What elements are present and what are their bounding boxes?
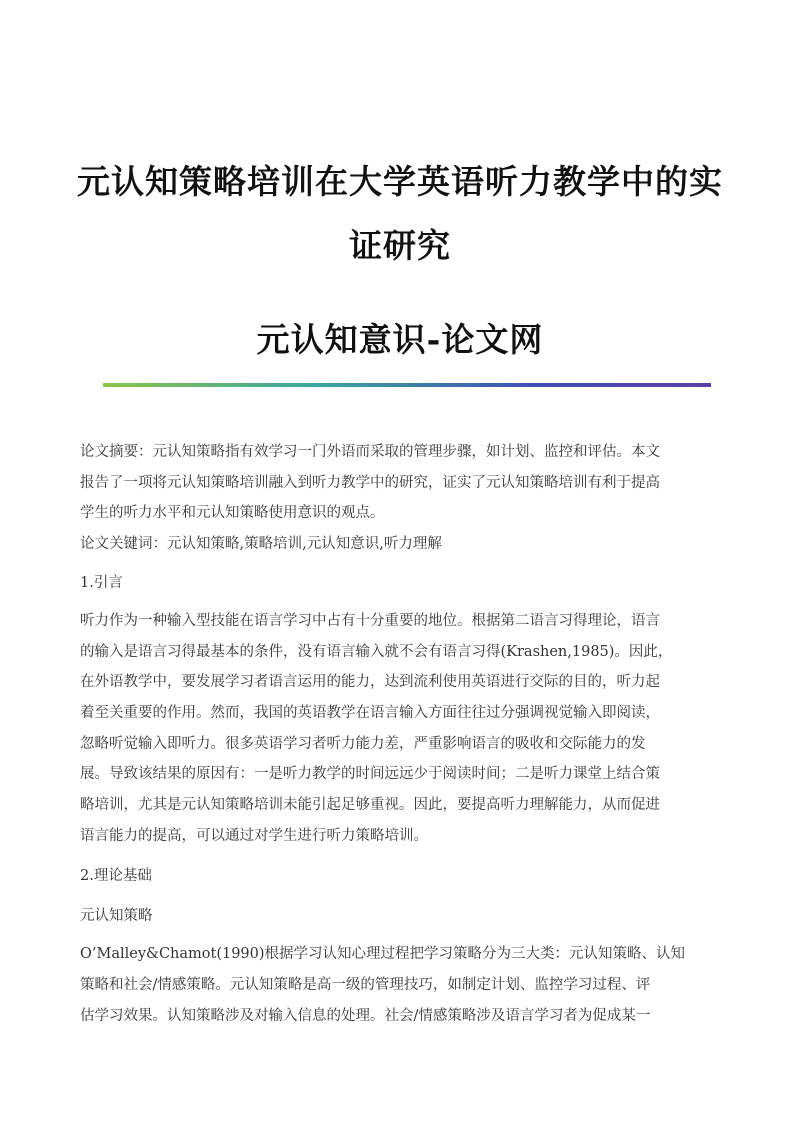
page-title-line-2: 证研究	[349, 226, 451, 265]
paragraph-line: 在外语教学中，要发展学习者语言运用的能力，达到流利使用英语进行交际的目的，听力起	[80, 674, 660, 691]
page-subtitle: 元认知意识-论文网	[256, 320, 544, 359]
paragraph-line: 语言能力的提高，可以通过对学生进行听力策略培训。	[80, 827, 428, 844]
subsection-heading-metacognitive: 元认知策略	[80, 908, 153, 925]
paragraph-line: 听力作为一种输入型技能在语言学习中占有十分重要的地位。根据第二语言习得理论，语言	[80, 612, 660, 629]
page-title-line-1: 元认知策略培训在大学英语听力教学中的实	[77, 162, 723, 201]
title-block	[60, 150, 740, 370]
gradient-divider	[103, 383, 711, 387]
section-heading-theory: 2.理论基础	[80, 868, 152, 885]
keywords-line: 论文关键词：元认知策略,策略培训,元认知意识,听力理解	[80, 536, 442, 553]
paragraph-line: 着至关重要的作用。然而，我国的英语教学在语言输入方面往往过分强调视觉输入即阅读，	[80, 704, 660, 721]
abstract-line: 报告了一项将元认知策略培训融入到听力教学中的研究，证实了元认知策略培训有利于提高	[80, 474, 660, 491]
paragraph-line: 估学习效果。认知策略涉及对输入信息的处理。社会/情感策略涉及语言学习者为促成某一	[80, 1007, 651, 1024]
paragraph-line: O’Malley&Chamot(1990)根据学习认知心理过程把学习策略分为三大类：元认知策略、认知	[80, 946, 686, 963]
paragraph-line: 略培训，尤其是元认知策略培训未能引起足够重视。因此，要提高听力理解能力，从而促进	[80, 797, 660, 814]
abstract-line: 学生的听力水平和元认知策略使用意识的观点。	[80, 505, 385, 522]
paragraph-line: 的输入是语言习得最基本的条件，没有语言输入就不会有语言习得(Krashen,1985)。因此，	[80, 643, 673, 660]
paragraph-line: 忽略听觉输入即听力。很多英语学习者听力能力差，严重影响语言的吸收和交际能力的发	[80, 735, 646, 752]
paragraph-line: 策略和社会/情感策略。元认知策略是高一级的管理技巧，如制定计划、监控学习过程、评	[80, 977, 651, 994]
abstract-line: 论文摘要：元认知策略指有效学习一门外语而采取的管理步骤，如计划、监控和评估。本文	[80, 444, 660, 460]
document-body	[80, 437, 720, 1032]
section-heading-introduction: 1.引言	[80, 574, 123, 591]
paragraph-line: 展。导致该结果的原因有：一是听力教学的时间远远少于阅读时间；二是听力课堂上结合策	[80, 766, 660, 783]
